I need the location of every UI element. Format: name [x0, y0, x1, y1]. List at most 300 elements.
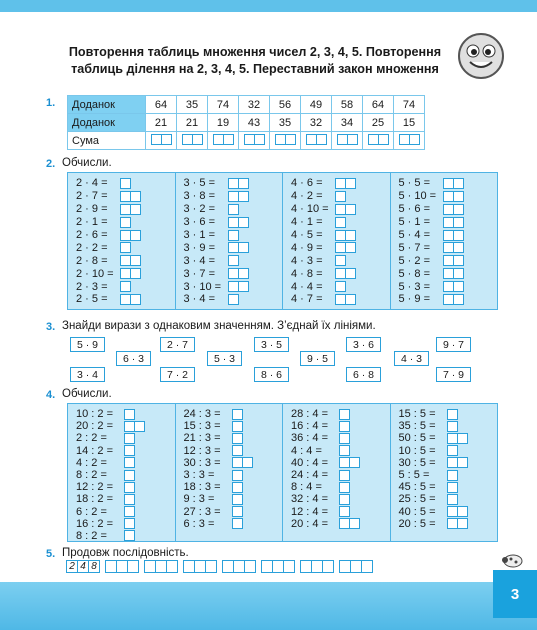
answer-box[interactable]	[447, 457, 468, 468]
expression: 20 : 4 =	[291, 517, 329, 530]
answer-box[interactable]	[124, 421, 145, 432]
sequence-group	[106, 560, 139, 573]
answer-cell[interactable]	[347, 134, 358, 145]
expression: 28 : 4 =	[291, 408, 329, 421]
answer-box[interactable]	[443, 204, 464, 215]
answer-box[interactable]	[443, 268, 464, 279]
expression: 4 · 6 =	[291, 177, 323, 190]
expression: 4 · 1 =	[291, 216, 323, 229]
answer-cell[interactable]	[130, 204, 141, 215]
answer-cell[interactable]	[339, 445, 350, 456]
exercise-row	[76, 518, 175, 530]
answer-cell[interactable]	[339, 433, 350, 444]
expression: 2 · 7 =	[76, 190, 108, 203]
answer-cell[interactable]	[335, 191, 346, 202]
answer-cell[interactable]	[345, 242, 356, 253]
exercise-column	[68, 404, 176, 541]
sequence-cell[interactable]: 4	[77, 560, 89, 573]
sequence-cell[interactable]: 2	[66, 560, 78, 573]
expression-chip[interactable]: 3 · 5	[254, 337, 289, 352]
answer-box[interactable]	[335, 294, 356, 305]
exercise-row	[76, 445, 175, 457]
value-cell: 15	[394, 114, 425, 132]
exercise-row	[291, 432, 390, 444]
answer-cell[interactable]	[223, 134, 234, 145]
task-3-number: 3.	[46, 321, 56, 333]
exercise-row	[291, 493, 390, 505]
expression: 12 : 3 =	[183, 444, 221, 457]
value-cell: 19	[208, 114, 239, 132]
answer-box[interactable]	[232, 433, 243, 444]
expression: 2 · 2 =	[76, 241, 108, 254]
answer-box[interactable]	[124, 409, 135, 420]
exercise-row	[184, 457, 283, 469]
answer-box[interactable]	[443, 294, 464, 305]
exercise-row	[184, 445, 283, 457]
expression: 21 : 3 =	[183, 432, 221, 445]
exercise-row	[291, 267, 390, 280]
exercise-row	[399, 254, 498, 267]
answer-cell[interactable]	[453, 268, 464, 279]
answer-cell[interactable]	[339, 482, 350, 493]
expression-chip[interactable]: 9 · 5	[300, 351, 335, 366]
expression: 3 · 4 =	[183, 293, 215, 306]
answer-box[interactable]	[335, 255, 346, 266]
answer-box[interactable]	[339, 518, 360, 529]
exercise-row	[184, 408, 283, 420]
answer-cell[interactable]	[134, 421, 145, 432]
expression-chip[interactable]: 7 · 2	[160, 367, 195, 382]
answer-cell[interactable]	[447, 421, 458, 432]
expression: 20 : 5 =	[398, 517, 436, 530]
answer-cell[interactable]	[457, 506, 468, 517]
answer-box[interactable]	[335, 281, 346, 292]
exercise-row	[399, 267, 498, 280]
task-3-prompt: Знайди вирази з однаковим значенням. З’єднай їх лініями.	[62, 320, 376, 332]
answer-cell[interactable]	[120, 217, 131, 228]
answer-box[interactable]	[447, 518, 468, 529]
exercise-row	[291, 216, 390, 229]
exercise-row	[399, 241, 498, 254]
answer-box[interactable]	[228, 281, 249, 292]
answer-box[interactable]	[228, 268, 249, 279]
answer-box[interactable]	[368, 134, 389, 145]
expression: 3 · 7 =	[183, 267, 215, 280]
answer-cell[interactable]	[447, 409, 458, 420]
answer-cell[interactable]	[457, 433, 468, 444]
exercise-row	[184, 190, 283, 203]
answer-cell[interactable]	[124, 530, 135, 541]
answer-box[interactable]	[228, 255, 239, 266]
answer-box[interactable]	[124, 445, 135, 456]
answer-box[interactable]	[228, 242, 249, 253]
exercise-row	[291, 229, 390, 242]
exercise-row	[76, 267, 175, 280]
sequence-cell[interactable]	[166, 560, 178, 573]
answer-box[interactable]	[339, 494, 350, 505]
answer-cell[interactable]	[453, 242, 464, 253]
answer-cell[interactable]	[130, 255, 141, 266]
ladybug-icon	[501, 552, 523, 568]
expression: 5 · 10 =	[398, 190, 437, 203]
answer-cell[interactable]	[238, 281, 249, 292]
answer-cell[interactable]	[124, 470, 135, 481]
answer-box[interactable]	[447, 470, 458, 481]
sequence-cell[interactable]	[205, 560, 217, 573]
expression: 10 : 2 =	[76, 408, 114, 421]
answer-cell[interactable]	[453, 230, 464, 241]
exercise-row	[291, 203, 390, 216]
answer-cell[interactable]	[345, 294, 356, 305]
answer-box[interactable]	[232, 409, 243, 420]
expression: 30 : 3 =	[183, 456, 221, 469]
sequence-cell[interactable]: 8	[88, 560, 100, 573]
answer-cell[interactable]	[447, 470, 458, 481]
answer-box[interactable]	[124, 457, 135, 468]
expression: 5 · 1 =	[398, 216, 430, 229]
sum-cell[interactable]	[394, 132, 425, 150]
answer-box[interactable]	[337, 134, 358, 145]
answer-cell[interactable]	[232, 470, 243, 481]
answer-cell[interactable]	[453, 217, 464, 228]
answer-cell[interactable]	[228, 204, 239, 215]
exercise-row	[399, 481, 498, 493]
answer-box[interactable]	[335, 242, 356, 253]
answer-box[interactable]	[443, 230, 464, 241]
expression-chip[interactable]: 7 · 9	[436, 367, 471, 382]
answer-cell[interactable]	[335, 217, 346, 228]
answer-cell[interactable]	[254, 134, 265, 145]
answer-cell[interactable]	[228, 294, 239, 305]
answer-cell[interactable]	[238, 268, 249, 279]
answer-cell[interactable]	[161, 134, 172, 145]
sequence-cell[interactable]	[361, 560, 373, 573]
expression-chip[interactable]: 5 · 3	[207, 351, 242, 366]
answer-cell[interactable]	[232, 433, 243, 444]
answer-box[interactable]	[339, 470, 350, 481]
answer-cell[interactable]	[120, 178, 131, 189]
answer-box[interactable]	[447, 433, 468, 444]
answer-cell[interactable]	[339, 494, 350, 505]
expression: 5 · 4 =	[398, 229, 430, 241]
expression: 5 · 3 =	[398, 280, 430, 293]
answer-box[interactable]	[120, 204, 141, 215]
answer-box[interactable]	[443, 217, 464, 228]
exercise-row	[291, 177, 390, 190]
exercise-row	[76, 190, 175, 203]
addition-table	[67, 95, 425, 150]
answer-cell[interactable]	[238, 242, 249, 253]
answer-box[interactable]	[232, 482, 243, 493]
answer-cell[interactable]	[339, 470, 350, 481]
answer-box[interactable]	[228, 191, 249, 202]
expression: 45 : 5 =	[398, 481, 436, 494]
answer-cell[interactable]	[124, 506, 135, 517]
answer-cell[interactable]	[232, 506, 243, 517]
expression: 3 : 3 =	[183, 469, 215, 482]
exercise-row	[184, 177, 283, 190]
exercise-row	[184, 530, 283, 542]
answer-box[interactable]	[306, 134, 327, 145]
answer-box[interactable]	[447, 421, 458, 432]
answer-box[interactable]	[120, 255, 141, 266]
answer-cell[interactable]	[453, 255, 464, 266]
answer-box[interactable]	[443, 281, 464, 292]
answer-cell[interactable]	[124, 445, 135, 456]
expression: 4 · 10 =	[291, 203, 329, 216]
answer-cell[interactable]	[453, 294, 464, 305]
top-band	[0, 0, 537, 12]
answer-cell[interactable]	[409, 134, 420, 145]
answer-box[interactable]	[120, 281, 131, 292]
answer-cell[interactable]	[453, 178, 464, 189]
answer-cell[interactable]	[453, 204, 464, 215]
answer-cell[interactable]	[124, 482, 135, 493]
expression: 4 · 2 =	[291, 190, 323, 203]
answer-box[interactable]	[335, 230, 356, 241]
answer-cell[interactable]	[130, 191, 141, 202]
answer-box[interactable]	[339, 409, 350, 420]
exercise-row	[76, 432, 175, 444]
answer-cell[interactable]	[316, 134, 327, 145]
expression-chip[interactable]: 3 · 6	[346, 337, 381, 352]
answer-box[interactable]	[335, 204, 356, 215]
sum-cell[interactable]	[208, 132, 239, 150]
exercise-row	[76, 506, 175, 518]
answer-cell[interactable]	[124, 494, 135, 505]
answer-cell[interactable]	[339, 506, 350, 517]
sequence-cell[interactable]	[127, 560, 139, 573]
expression: 3 · 10 =	[183, 280, 222, 293]
answer-box[interactable]	[339, 457, 360, 468]
expression: 3 · 8 =	[183, 190, 215, 203]
exercise-row	[76, 293, 175, 306]
answer-cell[interactable]	[349, 518, 360, 529]
exercise-row	[76, 280, 175, 293]
answer-cell[interactable]	[192, 134, 203, 145]
answer-cell[interactable]	[124, 457, 135, 468]
answer-cell[interactable]	[238, 178, 249, 189]
answer-box[interactable]	[232, 421, 243, 432]
sequence-cell[interactable]	[322, 560, 334, 573]
answer-box[interactable]	[335, 217, 346, 228]
answer-box[interactable]	[339, 482, 350, 493]
answer-cell[interactable]	[453, 191, 464, 202]
exercise-column	[176, 404, 284, 541]
answer-box[interactable]	[335, 191, 346, 202]
exercise-row	[291, 408, 390, 420]
exercise-row	[184, 254, 283, 267]
expression: 9 : 3 =	[183, 493, 215, 506]
answer-box[interactable]	[120, 191, 141, 202]
answer-box[interactable]	[124, 433, 135, 444]
answer-box[interactable]	[228, 230, 239, 241]
expression: 6 : 2 =	[76, 505, 107, 518]
answer-box[interactable]	[120, 242, 131, 253]
answer-cell[interactable]	[120, 281, 131, 292]
answer-box[interactable]	[443, 178, 464, 189]
expression: 2 · 8 =	[76, 254, 108, 267]
exercise-column	[391, 173, 498, 309]
exercise-row	[184, 481, 283, 493]
expression-chip[interactable]: 2 · 7	[160, 337, 195, 352]
answer-box[interactable]	[228, 204, 239, 215]
answer-cell[interactable]	[345, 268, 356, 279]
answer-box[interactable]	[232, 470, 243, 481]
answer-box[interactable]	[120, 217, 131, 228]
answer-box[interactable]	[335, 268, 356, 279]
answer-cell[interactable]	[447, 482, 458, 493]
sum-cell[interactable]	[301, 132, 332, 150]
answer-cell[interactable]	[447, 445, 458, 456]
answer-cell[interactable]	[335, 255, 346, 266]
expression-chip[interactable]: 5 · 9	[70, 337, 105, 352]
answer-box[interactable]	[124, 530, 135, 541]
answer-cell[interactable]	[339, 421, 350, 432]
answer-cell[interactable]	[345, 204, 356, 215]
answer-box[interactable]	[232, 457, 253, 468]
answer-box[interactable]	[228, 294, 239, 305]
answer-cell[interactable]	[242, 457, 253, 468]
answer-box[interactable]	[443, 242, 464, 253]
expression: 2 · 4 =	[76, 177, 108, 190]
answer-box[interactable]	[124, 482, 135, 493]
exercise-row	[184, 469, 283, 481]
sum-cell[interactable]	[270, 132, 301, 150]
answer-cell[interactable]	[345, 230, 356, 241]
answer-cell[interactable]	[447, 494, 458, 505]
expression: 2 · 1 =	[76, 216, 108, 229]
answer-box[interactable]	[124, 470, 135, 481]
sum-cell[interactable]	[146, 132, 177, 150]
answer-box[interactable]	[120, 230, 141, 241]
answer-cell[interactable]	[453, 281, 464, 292]
answer-cell[interactable]	[232, 445, 243, 456]
answer-box[interactable]	[182, 134, 203, 145]
answer-box[interactable]	[232, 494, 243, 505]
answer-box[interactable]	[339, 433, 350, 444]
exercise-row	[399, 216, 498, 229]
answer-box[interactable]	[228, 178, 249, 189]
exercise-row	[76, 469, 175, 481]
exercise-row	[399, 177, 498, 190]
answer-box[interactable]	[124, 494, 135, 505]
expression: 2 · 6 =	[76, 229, 108, 241]
expression: 36 : 4 =	[291, 432, 329, 445]
answer-box[interactable]	[275, 134, 296, 145]
answer-cell[interactable]	[238, 191, 249, 202]
answer-cell[interactable]	[349, 457, 360, 468]
sum-cell[interactable]	[363, 132, 394, 150]
answer-box[interactable]	[124, 518, 135, 529]
answer-box[interactable]	[213, 134, 234, 145]
answer-box[interactable]	[447, 445, 458, 456]
answer-cell[interactable]	[228, 255, 239, 266]
answer-box[interactable]	[443, 255, 464, 266]
answer-cell[interactable]	[232, 409, 243, 420]
exercise-row	[76, 530, 175, 542]
exercise-row	[399, 518, 498, 530]
sequence-group	[223, 560, 256, 573]
expression: 12 : 4 =	[291, 505, 329, 518]
answer-box[interactable]	[399, 134, 420, 145]
answer-cell[interactable]	[120, 242, 131, 253]
answer-box[interactable]	[339, 421, 350, 432]
answer-box[interactable]	[232, 506, 243, 517]
expression-chip[interactable]: 9 · 7	[436, 337, 471, 352]
sum-cell[interactable]	[332, 132, 363, 150]
answer-box[interactable]	[443, 191, 464, 202]
answer-cell[interactable]	[335, 281, 346, 292]
expression-chip[interactable]: 4 · 3	[394, 351, 429, 366]
exercise-row	[291, 190, 390, 203]
sum-cell[interactable]	[239, 132, 270, 150]
answer-box[interactable]	[120, 294, 141, 305]
answer-cell[interactable]	[238, 217, 249, 228]
answer-box[interactable]	[232, 445, 243, 456]
answer-cell[interactable]	[457, 457, 468, 468]
answer-cell[interactable]	[457, 518, 468, 529]
expression-chip[interactable]: 3 · 4	[70, 367, 105, 382]
exercise-row	[291, 530, 390, 542]
answer-box[interactable]	[124, 506, 135, 517]
sum-cell[interactable]	[177, 132, 208, 150]
answer-cell[interactable]	[339, 409, 350, 420]
answer-box[interactable]	[232, 518, 243, 529]
answer-cell[interactable]	[124, 409, 135, 420]
exercise-row	[399, 469, 498, 481]
answer-cell[interactable]	[130, 294, 141, 305]
answer-box[interactable]	[120, 268, 141, 279]
answer-cell[interactable]	[124, 518, 135, 529]
answer-box[interactable]	[447, 506, 468, 517]
answer-cell[interactable]	[285, 134, 296, 145]
answer-cell[interactable]	[232, 421, 243, 432]
answer-box[interactable]	[120, 178, 131, 189]
answer-box[interactable]	[339, 445, 350, 456]
answer-box[interactable]	[335, 178, 356, 189]
answer-box[interactable]	[339, 506, 350, 517]
expression-chip[interactable]: 8 · 6	[254, 367, 289, 382]
expression: 5 · 6 =	[398, 203, 430, 216]
exercise-row	[399, 445, 498, 457]
exercise-row	[291, 457, 390, 469]
answer-cell[interactable]	[345, 178, 356, 189]
answer-box[interactable]	[447, 482, 458, 493]
answer-cell[interactable]	[378, 134, 389, 145]
answer-cell[interactable]	[130, 230, 141, 241]
exercise-row	[291, 293, 390, 306]
answer-cell[interactable]	[228, 230, 239, 241]
answer-cell[interactable]	[130, 268, 141, 279]
expression-chip[interactable]: 6 · 3	[116, 351, 151, 366]
sequence-cell[interactable]	[283, 560, 295, 573]
expression: 3 · 1 =	[183, 229, 215, 241]
exercise-row	[291, 518, 390, 530]
expression: 4 : 4 =	[291, 444, 322, 457]
sequence-cell[interactable]	[244, 560, 256, 573]
answer-cell[interactable]	[232, 494, 243, 505]
answer-cell[interactable]	[232, 482, 243, 493]
answer-box[interactable]	[447, 494, 458, 505]
answer-box[interactable]	[151, 134, 172, 145]
answer-cell[interactable]	[124, 433, 135, 444]
answer-box[interactable]	[447, 409, 458, 420]
answer-box[interactable]	[228, 217, 249, 228]
answer-box[interactable]	[244, 134, 265, 145]
answer-cell[interactable]	[232, 518, 243, 529]
expression-chip[interactable]: 6 · 8	[346, 367, 381, 382]
